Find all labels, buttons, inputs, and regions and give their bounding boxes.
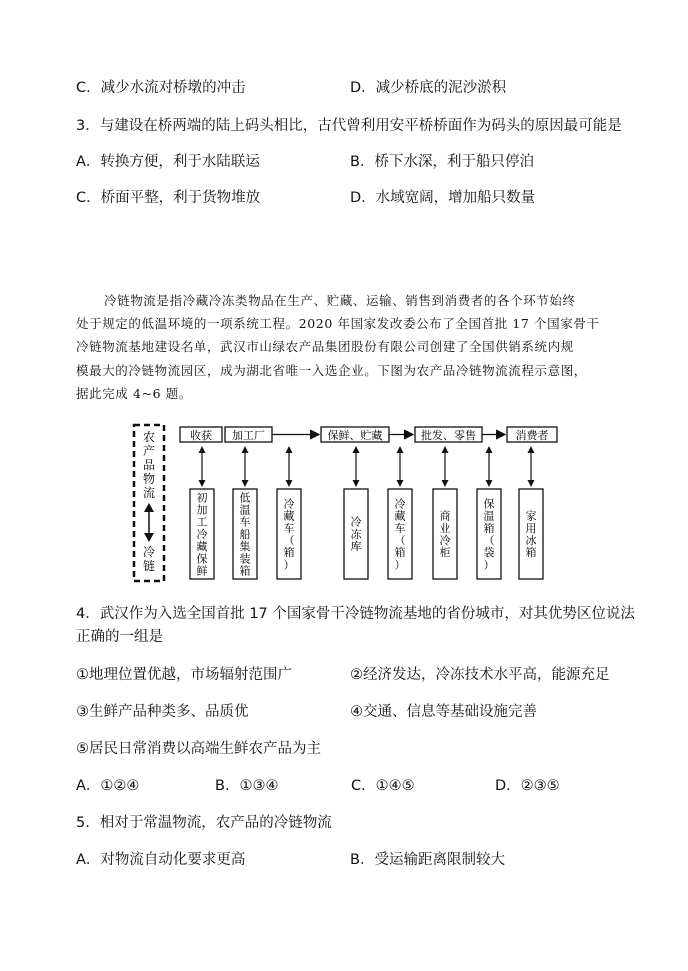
facility-char: 冰	[525, 534, 537, 547]
passage-line-5: 据此完成 4~6 题。	[76, 386, 192, 401]
arrowhead-down	[528, 480, 535, 487]
left-box-top-label	[143, 430, 155, 500]
left-box-arrowhead-down	[144, 533, 154, 542]
facility-char: 家	[525, 509, 537, 523]
facility-char: 商	[439, 509, 451, 523]
arrowhead-down	[353, 480, 360, 487]
q4-option-a: A．①②④	[76, 778, 140, 794]
vertical-arrows	[199, 446, 535, 487]
facility-char: 袋	[483, 546, 495, 560]
facility-char: 初	[196, 491, 208, 505]
arrowhead-up	[199, 446, 206, 453]
q4-statement-4: ④交通、信息等基础设施完善	[350, 704, 537, 720]
facility-char: ）	[483, 558, 495, 572]
facility-char: 工	[196, 515, 208, 529]
stage-label: 加工厂	[232, 429, 265, 442]
arrowhead-up	[442, 446, 449, 453]
left-box-char: 农	[142, 430, 156, 444]
facility-char: （	[394, 534, 406, 547]
q4-statement-1: ①地理位置优越，市场辐射范围广	[76, 667, 292, 683]
facility-char: 箱	[525, 546, 537, 560]
facility-char: 车	[283, 521, 295, 535]
facility-char: 船	[239, 527, 251, 541]
facility-char: 冷	[439, 534, 451, 547]
facility-char: 加	[196, 503, 208, 517]
facility-char: 箱	[483, 521, 495, 535]
facility-char: 箱	[239, 564, 251, 578]
facility-char: 温	[483, 509, 495, 523]
q3-option-a: A．转换方便，利于水陆联运	[76, 154, 260, 170]
facility-char: 保	[483, 497, 495, 511]
q3-option-d: D．水域宽阔，增加船只数量	[350, 190, 536, 206]
arrowhead-up	[242, 446, 249, 453]
left-box-char: 物	[142, 472, 156, 486]
facility-char: 藏	[196, 540, 208, 554]
q5-option-a: A．对物流自动化要求更高	[76, 852, 246, 868]
q4-statement-3: ③生鲜产品种类多、品质优	[76, 704, 249, 720]
q5-option-b: B．受运输距离限制较大	[350, 852, 505, 868]
q3-stem: 3．与建设在桥两端的陆上码头相比，古代曾利用安平桥桥面作为码头的原因最可能是	[76, 118, 622, 134]
arrowhead-down	[286, 480, 293, 487]
facility-char: 库	[350, 540, 362, 554]
facility-char: 用	[525, 521, 537, 535]
left-box-char: 品	[142, 458, 156, 472]
arrowhead-down	[442, 480, 449, 487]
facility-char: 业	[439, 521, 451, 535]
arrowhead-up	[528, 446, 535, 453]
left-box-bottom-label	[143, 544, 155, 573]
passage-line-4: 模最大的冷链物流园区，成为湖北省唯一入选企业。下图为农产品冷链物流流程示意图，	[76, 363, 587, 378]
stage-label: 消费者	[515, 429, 549, 442]
passage-line-1: 冷链物流是指冷藏冷冻类物品在生产、贮藏、运输、销售到消费者的各个环节始终	[104, 293, 576, 308]
facility-char: 低	[239, 491, 251, 505]
stage-label: 收获	[190, 429, 212, 442]
arrowhead-up	[353, 446, 360, 453]
facility-char: 冷	[283, 497, 295, 511]
facility-char: 箱	[394, 546, 406, 560]
q4-option-b: B．①③④	[215, 778, 279, 794]
facility-char: 冷	[196, 527, 208, 541]
passage-line-2: 处于规定的低温环境的一项系统工程。2020 年国家发改委公布了全国首批 17 个国家骨干	[76, 316, 600, 331]
facility-char: ）	[283, 558, 295, 572]
left-box-char: 产	[142, 444, 156, 458]
q4-statement-5: ⑤居民日常消费以高端生鲜农产品为主	[76, 741, 321, 757]
facility-char: 集	[239, 540, 251, 554]
stage-label: 批发、零售	[421, 429, 476, 442]
facility-char: 车	[239, 515, 251, 529]
left-box-arrowhead-up	[144, 503, 154, 512]
facility-char: 柜	[439, 546, 451, 560]
q2-option-c: C．减少水流对桥墩的冲击	[76, 80, 246, 96]
left-box-char: 链	[142, 559, 156, 573]
facility-char: 温	[239, 503, 251, 517]
arrowhead-down	[397, 480, 404, 487]
arrowhead-down	[199, 480, 206, 487]
facility-char: 冻	[350, 527, 362, 541]
facility-char: 冷	[350, 515, 362, 529]
facility-char: 保	[196, 552, 208, 566]
facility-char: 藏	[394, 509, 406, 523]
arrowhead-up	[486, 446, 493, 453]
arrowhead-down	[486, 480, 493, 487]
facility-char: （	[483, 534, 495, 547]
q4-option-c: C．①④⑤	[351, 778, 415, 794]
passage-line-3: 冷链物流基地建设名单，武汉市山绿农产品集团股份有限公司创建了全国供销系统内规	[76, 339, 574, 354]
left-box-char: 冷	[142, 545, 156, 559]
arrowhead-up	[286, 446, 293, 453]
q5-stem: 5．相对于常温物流，农产品的冷链物流	[76, 815, 332, 831]
facility-char: （	[283, 534, 295, 547]
q4-option-d: D．②③⑤	[495, 778, 560, 794]
facility-char: 装	[239, 552, 251, 566]
facility-char: ）	[394, 558, 406, 572]
facility-char: 箱	[283, 546, 295, 560]
q4-statement-2: ②经济发达，冷冻技术水平高，能源充足	[350, 667, 610, 683]
facility-char: 鲜	[196, 564, 208, 578]
arrowhead-up	[397, 446, 404, 453]
q4-stem-line-1: 4．武汉作为入选全国首批 17 个国家骨干冷链物流基地的省份城市，对其优势区位说法	[76, 606, 635, 622]
facility-char: 车	[394, 521, 406, 535]
q2-option-d: D．减少桥底的泥沙淤积	[350, 80, 507, 96]
q3-option-c: C．桥面平整，利于货物堆放	[76, 190, 261, 206]
facility-char: 藏	[283, 509, 295, 523]
arrowhead-down	[242, 480, 249, 487]
q3-option-b: B．桥下水深，利于船只停泊	[350, 154, 534, 170]
q4-stem-line-2: 正确的一组是	[76, 629, 163, 645]
facility-char: 冷	[394, 497, 406, 511]
left-box-char: 流	[142, 486, 156, 500]
stage-label: 保鲜、贮藏	[327, 429, 383, 442]
